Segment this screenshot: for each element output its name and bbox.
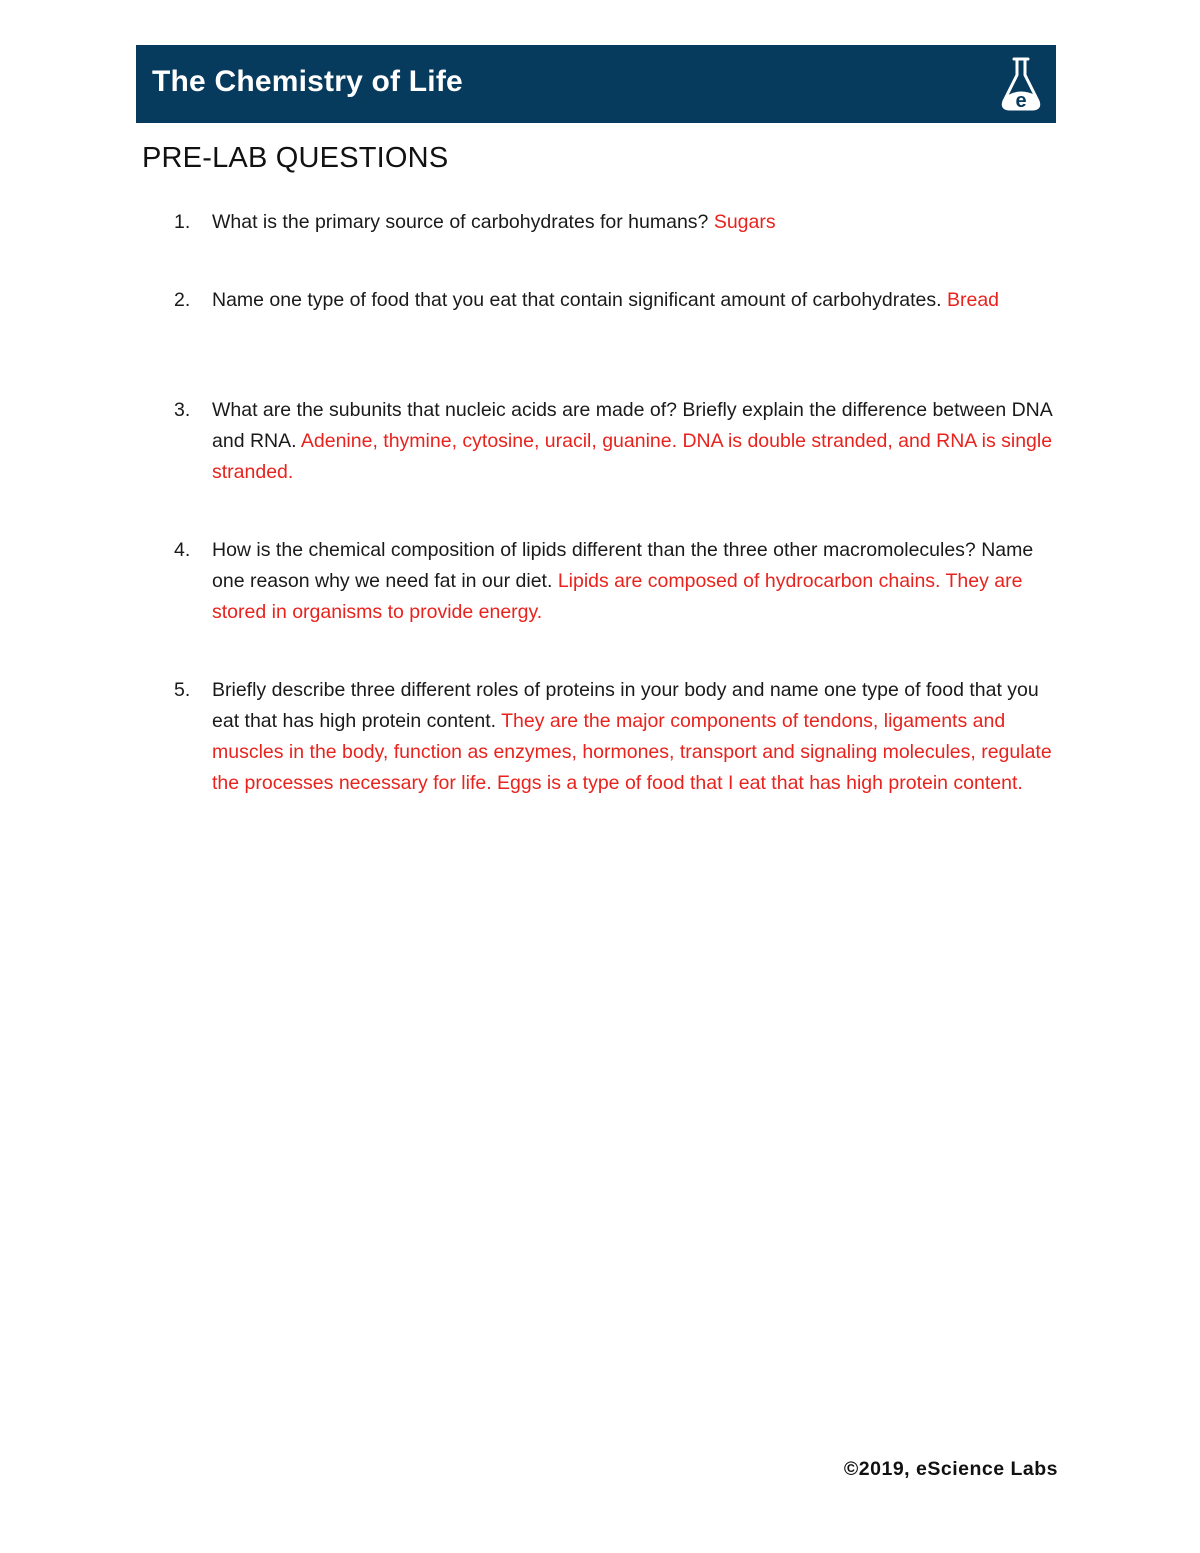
svg-text:e: e (1015, 90, 1027, 112)
question-text (212, 535, 1062, 628)
question-number: 2. (174, 289, 191, 311)
question-prompt: How is the chemical composition of lipids different than the three other macromolecules? Name one reason why we need fat in our diet. (212, 539, 1034, 592)
question-number: 4. (174, 539, 191, 561)
question-prompt: What is the primary source of carbohydrates for humans? (212, 211, 709, 233)
document-title: The Chemistry of Life (152, 65, 463, 98)
question-text (212, 285, 1062, 316)
question-text (212, 395, 1062, 488)
question-prompt: Briefly describe three different roles of proteins in your body and name one type of food that you eat that has high protein content. (212, 679, 1039, 732)
question-prompt: What are the subunits that nucleic acids are made of? Briefly explain the difference between DNA and RNA. (212, 399, 1052, 452)
answer-text: Adenine, thymine, cytosine, uracil, guanine. DNA is double stranded, and RNA is single stranded. (212, 430, 1053, 483)
question-prompt: Name one type of food that you eat that contain significant amount of carbohydrates. (212, 289, 942, 311)
answer-text: Sugars (713, 211, 776, 233)
answer-text: Lipids are composed of hydrocarbon chains. They are stored in organisms to provide energy. (212, 570, 1023, 623)
header-banner (136, 45, 1056, 123)
answer-text: They are the major components of tendons, ligaments and muscles in the body, function as enzymes, hormones, transport and signaling molecules, regulate the processes necessary for life. Eggs is a type of food that I eat that has high protein content. (212, 710, 1052, 794)
flask-e-icon (998, 55, 1044, 113)
copyright-footer: ©2019, eScience Labs (843, 1458, 1058, 1480)
question-number: 5. (174, 679, 191, 701)
question-text (212, 207, 1062, 238)
question-number: 3. (174, 399, 191, 421)
answer-text: Bread (946, 289, 1000, 311)
question-text (212, 675, 1062, 799)
question-number: 1. (174, 211, 191, 233)
section-title: PRE-LAB QUESTIONS (142, 142, 449, 174)
